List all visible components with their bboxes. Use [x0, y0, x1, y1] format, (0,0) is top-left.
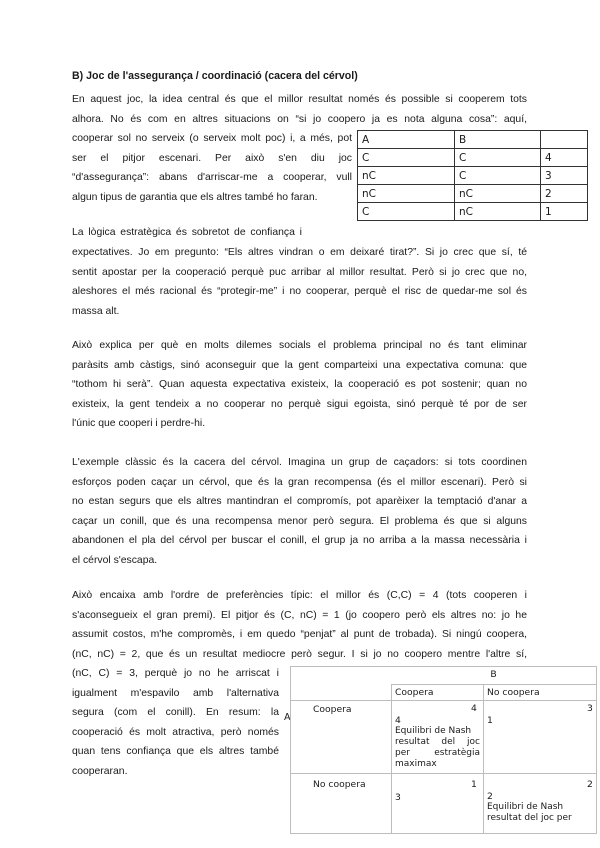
text-line: no estan segurs que els altres mantindran el compromís, pot aparèixer la temptació d'anar a	[72, 496, 527, 508]
text-line: “d'assegurança”: abans d'arriscar-me a cooperar, vull	[72, 172, 352, 184]
table-cell: nC	[455, 203, 541, 221]
text-line: (nC, C) = 3, perquè jo no he arriscat i	[72, 668, 279, 679]
table-cell: 1	[541, 203, 588, 221]
text-line: esforços poden caçar un cérvol, que és la gran recompensa (és el millor escenari). Però si	[72, 476, 527, 488]
text-line: igualment m'espavilo amb l'alternativa	[72, 687, 279, 699]
text-line: assumit costos, m'he compromès, i em quedo “penjat” al punt de trobada). Si ningú coopera,	[72, 629, 527, 641]
text-line: s'aconsegueix el gran premi). El pitjor és (C, nC) = 1 (jo coopero però els altres no: jo he	[72, 609, 527, 621]
matrix-divider	[291, 700, 596, 701]
note-line: Equilibri de Nash	[395, 726, 472, 736]
text-line: existeix, la gent tendeix a no cooperar no perquè sigui egoista, sinó perquè té por de ser	[72, 398, 527, 410]
col-header-no-coopera: No coopera	[487, 687, 540, 698]
text-line: “tothom hi serà”. Quan aquesta expectativa existeix, la cooperació es pot sostenir; quan no	[72, 379, 527, 391]
payoff-cc-a: 4	[395, 715, 401, 726]
row-header-no-coopera: No coopera	[313, 779, 366, 790]
text-line: expectatives. Jo em pregunto: “Els altres vindran o em deixaré tirat?”. Si jo crec que sí, té	[72, 247, 527, 258]
preference-table	[357, 130, 588, 221]
text-line: cooperar sol no serveix (o serveix molt poc) i, a més, pot	[72, 133, 352, 144]
table-cell: nC	[358, 167, 455, 185]
text-line: ser el pitjor escenari. Per això s'en diu joc	[72, 152, 352, 164]
paragraph-logic-first	[72, 223, 302, 243]
text-line: algun tipus de garantia que els altres també ho faran.	[72, 191, 318, 203]
text-line: massa alt.	[72, 305, 120, 317]
note-line: resultat del joc per	[487, 813, 572, 823]
paragraph-preferences-narrow	[72, 664, 279, 782]
payoff-nn-a: 2	[487, 791, 493, 802]
paragraph-intro	[72, 90, 527, 129]
text-line: abandonen el pla del cérvol per buscar el conill, el grup ja no arriba a la massa necessària i	[72, 535, 527, 547]
nash-note-nn	[487, 802, 593, 824]
text-line: Això explica per què en molts dilemes socials el problema principal no és tant eliminar	[72, 340, 527, 351]
table-cell: 4	[541, 149, 588, 167]
table-cell: C	[455, 149, 541, 167]
paragraph-logic	[72, 243, 527, 321]
table-row	[358, 149, 588, 167]
table-row	[358, 185, 588, 203]
text-line: sentit apostar per la cooperació perquè puc arribar al millor resultat. Però si jo crec que no,	[72, 266, 527, 278]
table-cell: 3	[541, 167, 588, 185]
paragraph-stag-hunt	[72, 453, 527, 571]
col-header-coopera: Coopera	[395, 687, 434, 698]
table-cell: C	[455, 167, 541, 185]
text-line: paràsits amb càstigs, sinó aconseguir que la gent comparteixi una expectativa comuna: que	[72, 359, 527, 371]
table-header-row	[358, 131, 588, 149]
payoff-cn-b: 3	[587, 703, 593, 714]
text-line: l'únic que cooperi i perdre-hi.	[72, 418, 206, 430]
text-line: segura (com el conill). En resum: la	[72, 707, 279, 719]
row-player-label: A	[284, 712, 291, 723]
payoff-nc-a: 3	[395, 792, 401, 803]
text-line: L'exemple clàssic és la cacera del cérvol. Imagina un grup de caçadors: si tots coordinen	[72, 457, 527, 468]
text-line: (nC, nC) = 2, que és un resultat mediocre però segur. I si jo no coopero mentre l'altre sí,	[72, 648, 527, 660]
text-line: alhora. No és com en altres situacions on “si jo coopero ja es nota alguna cosa”: aquí,	[72, 113, 527, 125]
nash-note-cc	[395, 726, 480, 770]
payoff-cc-b: 4	[471, 703, 477, 714]
payoff-matrix	[290, 666, 597, 834]
table-cell: nC	[358, 185, 455, 203]
matrix-divider	[391, 684, 596, 685]
section-title: B) Joc de l'assegurança / coordinació (cacera del cérvol)	[72, 70, 358, 82]
text-line: caçar un conill, que és una recompensa menor però segura. El problema és que si alguns	[72, 515, 527, 527]
text-line: cooperaran.	[72, 765, 128, 777]
text-line: cooperació és molt atractiva, però només	[72, 726, 279, 738]
table-row	[358, 203, 588, 221]
matrix-divider	[291, 773, 596, 774]
text-line: En aquest joc, la idea central és que el millor resultat només és possible si cooperem tots	[72, 94, 527, 105]
payoff-nn-b: 2	[587, 779, 593, 790]
note-line: maximax	[395, 759, 437, 769]
paragraph-preferences	[72, 586, 527, 664]
note-line: Equilibri de Nash	[487, 802, 564, 812]
table-header-cell: A	[358, 131, 455, 149]
table-cell: 2	[541, 185, 588, 203]
table-cell: C	[358, 149, 455, 167]
paragraph-dilemmas	[72, 336, 527, 434]
note-line: resultat del joc	[395, 737, 480, 747]
row-header-coopera: Coopera	[313, 704, 352, 715]
table-cell: nC	[455, 185, 541, 203]
table-cell: C	[358, 203, 455, 221]
text-line: aleshores el més racional és “protegir-me” i no cooperar, perquè el risc de quedar-me sol és	[72, 286, 527, 298]
text-line: La lògica estratègica és sobretot de confiança i	[72, 227, 302, 238]
table-header-cell: B	[455, 131, 541, 149]
matrix-divider	[483, 684, 484, 833]
matrix-divider	[391, 684, 392, 833]
text-line: Això encaixa amb l'ordre de preferències típic: el millor és (C,C) = 4 (tots cooperen i	[72, 590, 527, 601]
text-line: quan tens confiança que els altres també	[72, 746, 279, 758]
col-player-label: B	[490, 669, 497, 680]
payoff-nc-b: 1	[471, 779, 477, 790]
text-line: el cérvol s'escapa.	[72, 554, 158, 566]
paragraph-intro-narrow	[72, 129, 352, 207]
note-line: per estratègia	[395, 748, 480, 758]
table-row	[358, 167, 588, 185]
table-header-cell	[541, 131, 588, 149]
payoff-cn-a: 1	[487, 715, 493, 726]
